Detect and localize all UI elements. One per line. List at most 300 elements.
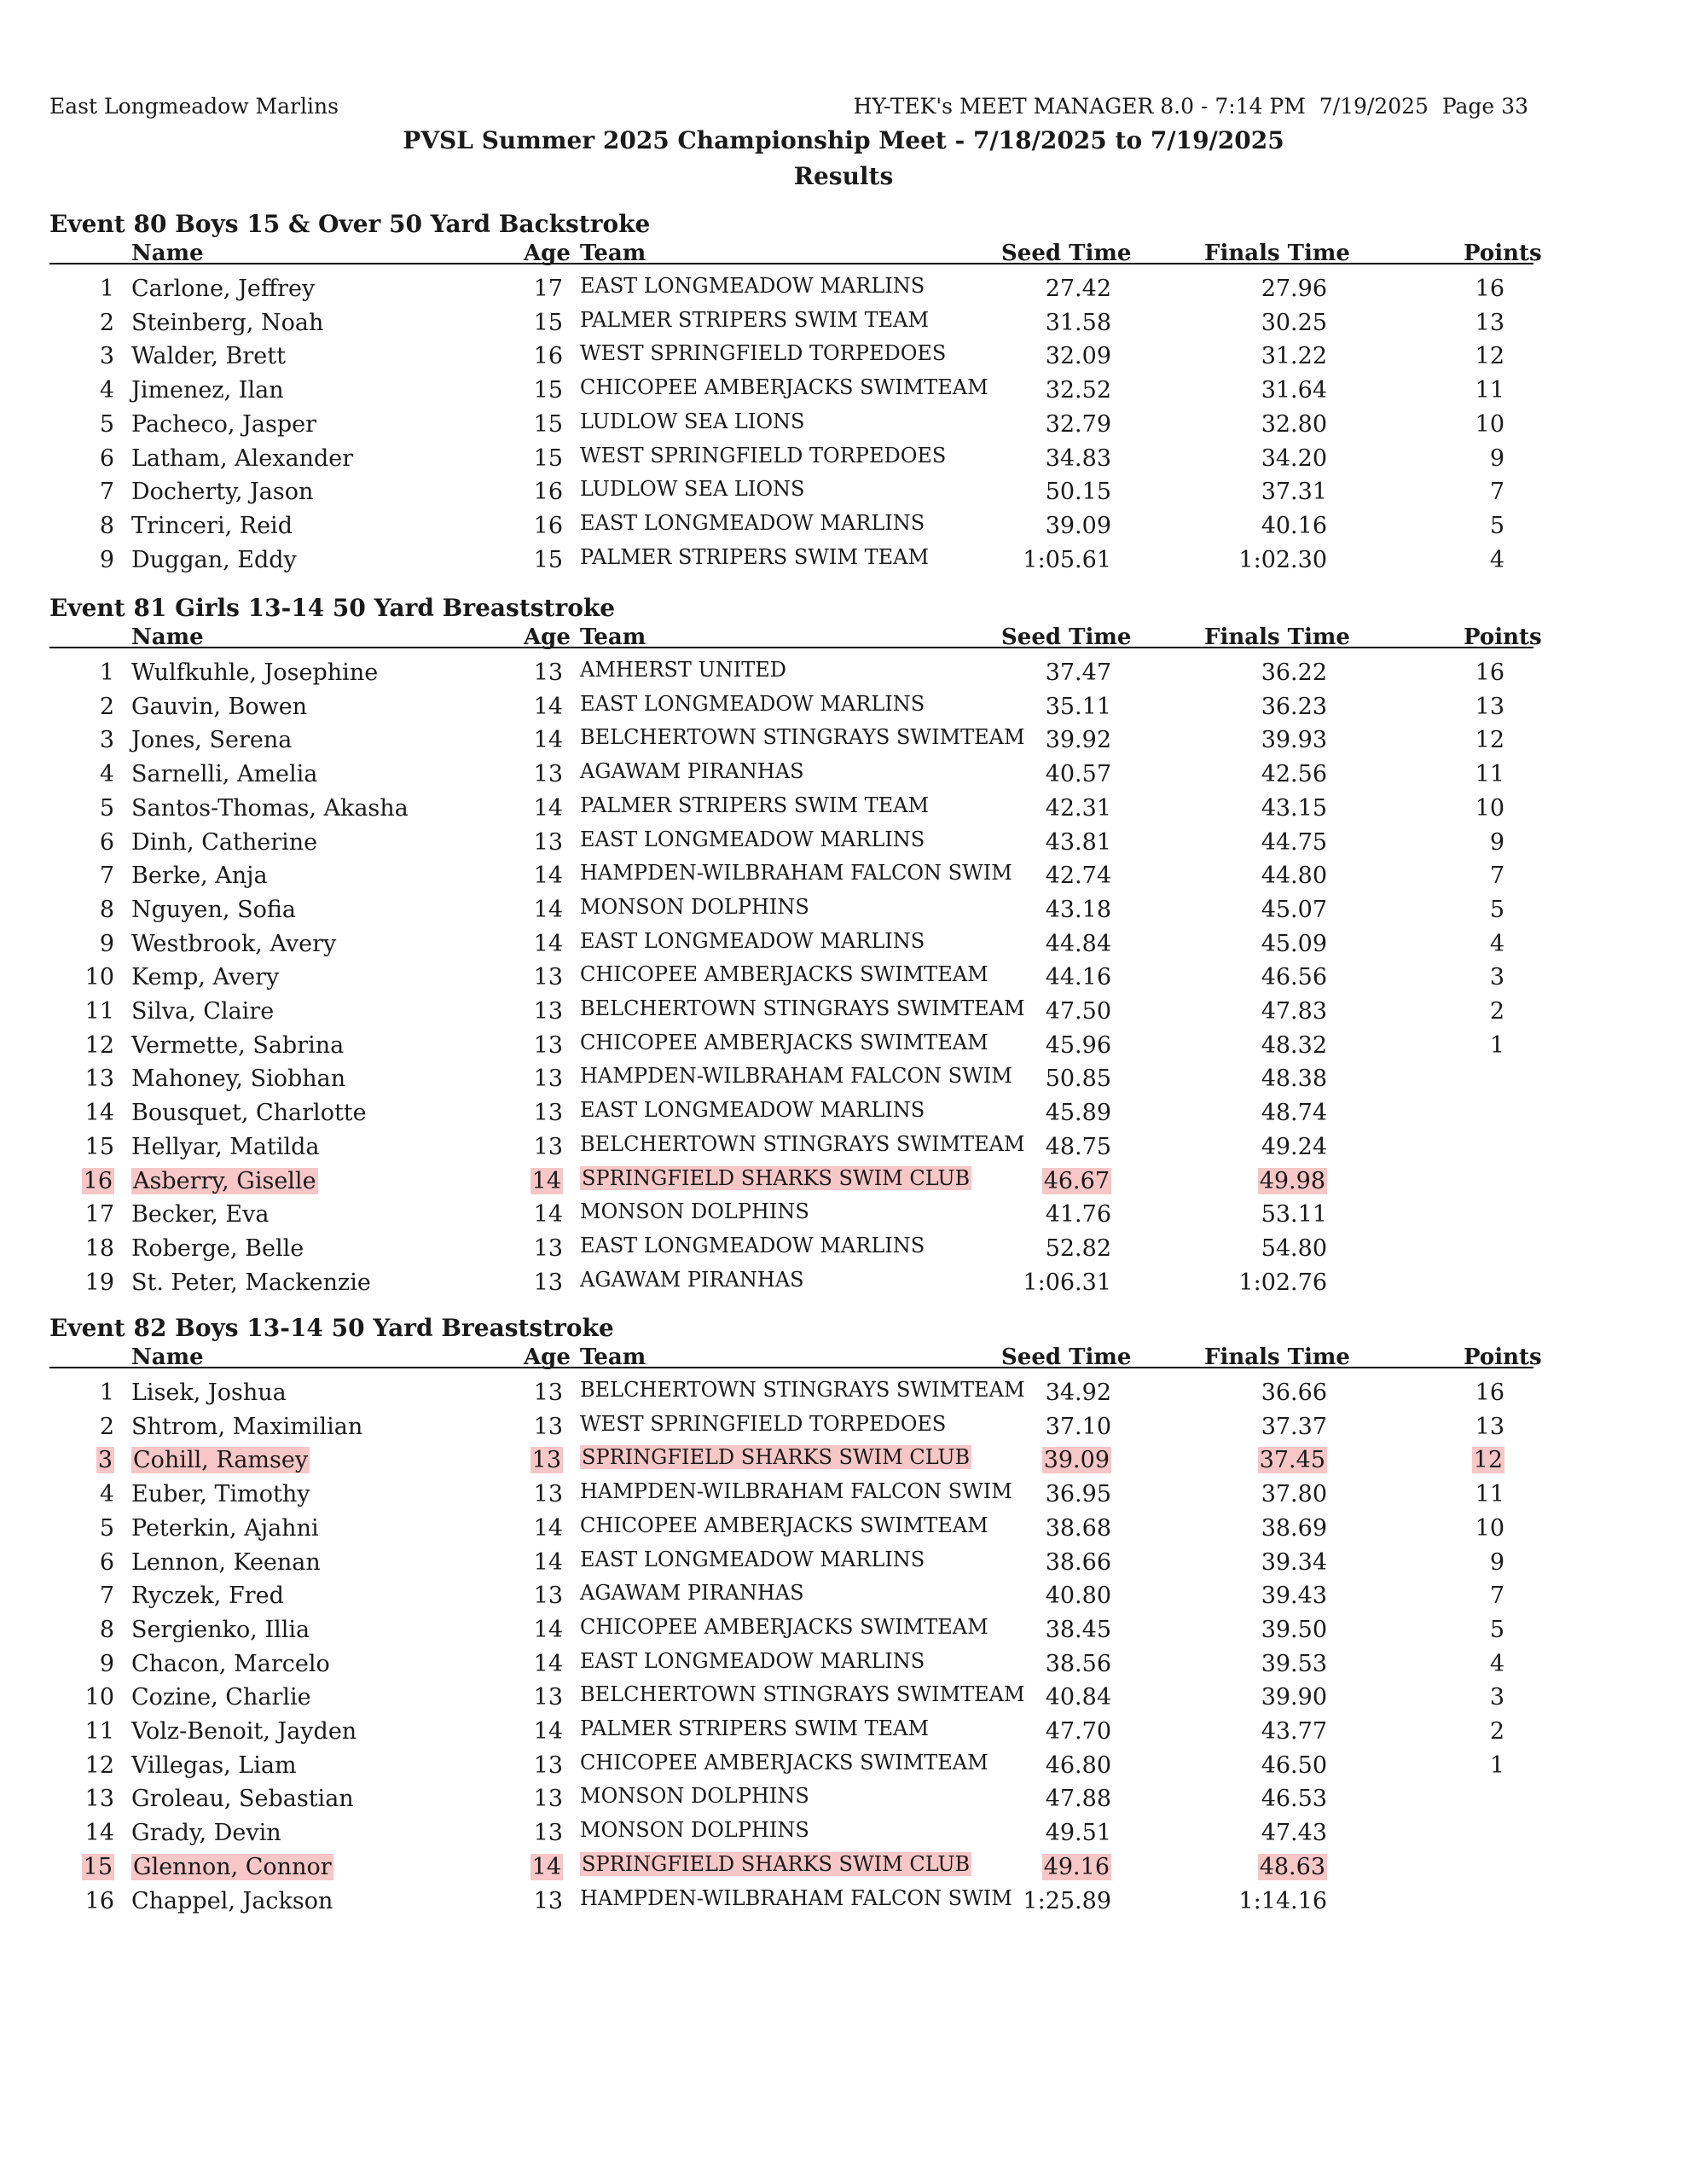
result-points: [1399, 545, 1504, 576]
result-row: [0, 545, 1687, 578]
result-team: [580, 1612, 988, 1642]
result-finals-text: 36.22: [1261, 659, 1327, 686]
result-finals: [1151, 477, 1327, 508]
column-header-name: Name: [131, 1345, 204, 1370]
result-points: [1399, 962, 1504, 993]
column-header-points: Points: [1464, 241, 1542, 266]
result-place-text: 1: [99, 276, 114, 302]
result-seed-text: 38.66: [1045, 1548, 1111, 1576]
result-place-text: 8: [99, 896, 114, 923]
result-points: [1399, 444, 1504, 474]
result-place-text: 15: [83, 1853, 113, 1880]
result-name-text: Dinh, Catherine: [131, 828, 318, 856]
header-software-info: HY-TEK's MEET MANAGER 8.0 - 7:14 PM 7/19/2025 Page 33: [853, 94, 1528, 119]
result-seed-text: 38.68: [1045, 1514, 1111, 1542]
result-place: [49, 895, 114, 926]
result-finals: [1151, 929, 1327, 960]
result-age: [486, 1378, 563, 1409]
result-team: [580, 790, 929, 821]
result-place-text: 17: [84, 1201, 114, 1228]
result-row: [0, 962, 1687, 995]
result-name-text: Latham, Alexander: [131, 444, 354, 472]
result-age-text: 14: [531, 1167, 561, 1194]
result-finals-text: 49.98: [1259, 1167, 1325, 1194]
result-points: [1399, 308, 1504, 339]
result-place: [49, 1682, 114, 1713]
result-place-text: 12: [84, 1031, 114, 1059]
column-header-points: Points: [1464, 624, 1542, 650]
result-row: [0, 1682, 1687, 1715]
result-place: [49, 1268, 114, 1298]
result-name: [131, 410, 316, 440]
result-row: [0, 861, 1687, 893]
result-team-text: MONSON DOLPHINS: [580, 1818, 809, 1843]
result-row: [0, 828, 1687, 860]
result-points: [1399, 692, 1504, 723]
result-team-text: AGAWAM PIRANHAS: [580, 1581, 804, 1606]
result-team-text: EAST LONGMEADOW MARLINS: [580, 1098, 925, 1123]
result-place: [49, 1234, 114, 1264]
result-age: [486, 477, 563, 508]
result-row: [0, 477, 1687, 509]
result-place: [49, 692, 114, 723]
result-finals: [1151, 1031, 1327, 1061]
result-place-text: 3: [99, 343, 114, 370]
result-name-text: Carlone, Jeffrey: [131, 276, 316, 302]
result-age: [486, 759, 563, 790]
result-team-text: AMHERST UNITED: [580, 658, 786, 682]
result-finals: [1151, 444, 1327, 474]
result-points-text: 7: [1489, 479, 1504, 506]
result-seed-text: 39.92: [1045, 727, 1111, 754]
result-age: [486, 996, 563, 1027]
column-header-team: Team: [580, 1345, 646, 1370]
result-points-text: 5: [1489, 896, 1504, 923]
result-age-text: 13: [533, 1887, 563, 1914]
result-seed: [938, 1412, 1111, 1443]
result-place: [49, 1852, 114, 1883]
result-name-text: Villegas, Liam: [131, 1751, 297, 1779]
result-place: [49, 725, 114, 756]
event-title: Event 80 Boys 15 & Over 50 Yard Backstroke: [49, 210, 651, 238]
result-points-text: 5: [1489, 512, 1504, 539]
result-seed-text: 36.95: [1045, 1481, 1111, 1508]
result-team-text: AGAWAM PIRANHAS: [580, 759, 804, 784]
result-points-text: 13: [1475, 1413, 1504, 1440]
result-seed-text: 50.85: [1045, 1066, 1111, 1093]
header-club: East Longmeadow Marlins: [49, 94, 339, 119]
result-name: [131, 1378, 287, 1409]
result-name-text: Mahoney, Siobhan: [131, 1066, 346, 1093]
result-finals: [1151, 1445, 1327, 1476]
result-name-text: Steinberg, Noah: [131, 309, 324, 336]
result-place: [49, 545, 114, 576]
result-name: [131, 1716, 357, 1747]
result-place-text: 14: [84, 1100, 114, 1127]
result-name-text: Bousquet, Charlotte: [131, 1100, 367, 1127]
result-team-text: CHICOPEE AMBERJACKS SWIMTEAM: [580, 1030, 988, 1054]
result-name-text: Cohill, Ramsey: [133, 1447, 309, 1474]
result-name-text: Wulfkuhle, Josephine: [131, 659, 379, 686]
result-row: [0, 511, 1687, 543]
result-row: [0, 1234, 1687, 1266]
result-finals: [1151, 410, 1327, 440]
result-team-text: BELCHERTOWN STINGRAYS SWIMTEAM: [580, 996, 1025, 1020]
result-seed: [938, 1479, 1111, 1510]
result-age-text: 15: [533, 444, 563, 472]
result-place-text: 4: [99, 377, 114, 404]
result-finals: [1151, 1548, 1327, 1578]
result-place: [49, 759, 114, 790]
result-points-text: 7: [1489, 863, 1504, 890]
result-row: [0, 692, 1687, 724]
result-age-text: 13: [533, 1684, 563, 1711]
result-age: [486, 725, 563, 756]
result-age: [486, 1234, 563, 1264]
result-place: [49, 1649, 114, 1680]
result-name-text: Duggan, Eddy: [131, 546, 297, 573]
result-row: [0, 1649, 1687, 1682]
result-age: [486, 1064, 563, 1095]
result-place: [49, 996, 114, 1027]
result-finals: [1151, 725, 1327, 756]
result-points-text: 16: [1475, 1380, 1504, 1406]
result-place-text: 5: [99, 410, 114, 438]
result-name-text: Volz-Benoit, Jayden: [131, 1718, 357, 1745]
result-place-text: 9: [99, 546, 114, 573]
result-age: [486, 1649, 563, 1680]
result-row: [0, 274, 1687, 306]
result-team: [580, 1780, 809, 1811]
result-finals: [1151, 375, 1327, 406]
result-seed-text: 39.09: [1043, 1447, 1110, 1474]
result-name: [131, 962, 279, 993]
result-age-text: 15: [533, 410, 563, 438]
result-place-text: 4: [99, 761, 114, 788]
result-age-text: 14: [533, 1650, 563, 1677]
result-points: [1399, 658, 1504, 688]
result-finals-text: 48.32: [1261, 1031, 1327, 1059]
result-points-text: 2: [1489, 1718, 1504, 1745]
result-finals: [1151, 962, 1327, 993]
result-points: [1399, 274, 1504, 305]
result-row: [0, 759, 1687, 792]
result-team: [580, 1095, 925, 1125]
result-team: [580, 542, 929, 572]
result-team: [580, 688, 925, 719]
result-age-text: 14: [533, 1514, 563, 1542]
result-name: [131, 1479, 310, 1510]
result-name: [131, 477, 313, 508]
result-team-text: WEST SPRINGFIELD TORPEDOES: [580, 1411, 947, 1436]
result-age: [486, 1852, 563, 1883]
result-team: [580, 1849, 971, 1879]
result-seed-text: 32.79: [1045, 410, 1111, 438]
result-place-text: 14: [84, 1820, 114, 1847]
results-heading: Results: [793, 162, 894, 190]
result-name-text: Cozine, Charlie: [131, 1684, 311, 1711]
result-place: [49, 410, 114, 440]
result-name: [131, 725, 292, 756]
result-points-text: 11: [1475, 761, 1504, 788]
result-place: [49, 1378, 114, 1409]
result-name: [131, 1548, 321, 1578]
result-seed: [938, 1378, 1111, 1409]
result-place-text: 3: [97, 1447, 113, 1474]
result-finals-text: 39.34: [1261, 1548, 1327, 1576]
result-name: [131, 1412, 362, 1443]
result-name-text: Groleau, Sebastian: [131, 1786, 354, 1813]
result-finals-text: 46.53: [1261, 1786, 1327, 1813]
result-age: [486, 1682, 563, 1713]
result-row: [0, 1852, 1687, 1885]
result-finals-text: 39.90: [1261, 1684, 1327, 1711]
result-name: [131, 996, 274, 1027]
result-points: [1399, 996, 1504, 1027]
result-seed: [938, 929, 1111, 960]
result-age-text: 13: [533, 1583, 563, 1610]
result-seed-text: 38.45: [1045, 1616, 1111, 1643]
result-place-text: 3: [99, 727, 114, 754]
result-age: [486, 341, 563, 372]
result-finals: [1151, 996, 1327, 1027]
result-row: [0, 1886, 1687, 1919]
result-age-text: 14: [533, 1616, 563, 1643]
result-team: [580, 1196, 809, 1227]
result-place-text: 2: [99, 693, 114, 720]
result-age-text: 14: [533, 1548, 563, 1576]
result-team: [580, 1713, 929, 1744]
result-age-text: 13: [533, 1133, 563, 1160]
result-finals-text: 48.63: [1259, 1853, 1325, 1880]
result-finals-text: 38.69: [1261, 1514, 1327, 1542]
result-finals-text: 47.83: [1261, 998, 1327, 1025]
result-name-text: Sarnelli, Amelia: [131, 761, 318, 788]
result-place: [49, 1581, 114, 1612]
result-age: [486, 1818, 563, 1849]
result-age-text: 13: [531, 1447, 561, 1474]
result-team-text: EAST LONGMEADOW MARLINS: [580, 510, 925, 535]
result-seed: [938, 1818, 1111, 1849]
result-age-text: 13: [533, 1234, 563, 1262]
result-points: [1399, 725, 1504, 756]
result-seed-text: 27.42: [1045, 276, 1111, 302]
result-row: [0, 1615, 1687, 1647]
result-finals-text: 42.56: [1261, 761, 1327, 788]
result-age: [486, 1716, 563, 1747]
result-team-text: WEST SPRINGFIELD TORPEDOES: [580, 443, 947, 468]
result-seed: [938, 793, 1111, 824]
result-place-text: 11: [84, 998, 114, 1025]
result-seed-text: 40.80: [1045, 1583, 1111, 1610]
result-team-text: PALMER STRIPERS SWIM TEAM: [580, 544, 930, 569]
result-seed-text: 45.89: [1045, 1100, 1111, 1127]
result-points-text: 9: [1489, 444, 1504, 472]
result-seed: [938, 341, 1111, 372]
result-points: [1399, 861, 1504, 892]
result-seed-text: 44.84: [1045, 930, 1111, 957]
result-age-text: 13: [533, 1413, 563, 1440]
result-seed-text: 35.11: [1045, 693, 1111, 720]
result-row: [0, 1268, 1687, 1300]
result-row: [0, 341, 1687, 374]
result-points-text: 4: [1489, 930, 1504, 957]
result-points: [1399, 1615, 1504, 1646]
result-finals: [1151, 1852, 1327, 1883]
result-seed: [938, 725, 1111, 756]
result-points: [1399, 828, 1504, 858]
result-place: [49, 861, 114, 892]
result-place-text: 5: [99, 794, 114, 822]
result-finals-text: 1:02.76: [1238, 1269, 1327, 1296]
result-seed: [938, 828, 1111, 858]
result-place: [49, 1031, 114, 1061]
result-age: [486, 1445, 563, 1476]
result-team-text: WEST SPRINGFIELD TORPEDOES: [580, 341, 947, 366]
result-place-text: 5: [99, 1514, 114, 1542]
result-place: [49, 1199, 114, 1230]
result-place: [49, 962, 114, 993]
result-finals: [1151, 1649, 1327, 1680]
column-header-age: Age: [524, 624, 571, 650]
column-header-finals: Finals Time: [1204, 1345, 1350, 1370]
result-age-text: 16: [533, 479, 563, 506]
result-row: [0, 1548, 1687, 1580]
result-points: [1399, 511, 1504, 542]
result-seed: [938, 692, 1111, 723]
result-team: [580, 1027, 988, 1058]
result-seed: [938, 1166, 1111, 1197]
result-finals-text: 46.50: [1261, 1751, 1327, 1779]
result-finals: [1151, 1751, 1327, 1781]
result-place: [49, 793, 114, 824]
result-points-text: 5: [1489, 1616, 1504, 1643]
result-team: [580, 508, 925, 538]
result-points-text: 13: [1475, 309, 1504, 336]
result-points-text: 12: [1475, 727, 1504, 754]
result-seed: [938, 962, 1111, 993]
result-place-text: 19: [84, 1269, 114, 1296]
result-finals: [1151, 1064, 1327, 1095]
result-place: [49, 1513, 114, 1544]
result-points: [1399, 929, 1504, 960]
result-points: [1399, 793, 1504, 824]
result-name-text: Lisek, Joshua: [131, 1380, 287, 1406]
event-title: Event 82 Boys 13-14 50 Yard Breaststroke: [49, 1314, 614, 1342]
result-place-text: 10: [84, 1684, 114, 1711]
result-seed: [938, 511, 1111, 542]
result-team: [580, 440, 946, 471]
result-place-text: 1: [99, 659, 114, 686]
result-finals-text: 36.66: [1261, 1380, 1327, 1406]
result-team-text: CHICOPEE AMBERJACKS SWIMTEAM: [580, 1513, 988, 1537]
result-row: [0, 1581, 1687, 1613]
result-place: [49, 308, 114, 339]
result-name-text: St. Peter, Mackenzie: [131, 1269, 371, 1296]
result-age-text: 14: [531, 1853, 561, 1880]
result-seed: [938, 1784, 1111, 1815]
result-seed: [938, 1098, 1111, 1129]
result-name: [131, 692, 307, 723]
result-team-text: MONSON DOLPHINS: [580, 1784, 809, 1809]
result-place-text: 16: [84, 1887, 114, 1914]
result-team: [580, 1163, 971, 1194]
result-points-text: 1: [1489, 1031, 1504, 1059]
result-finals-text: 37.80: [1261, 1481, 1327, 1508]
result-seed: [938, 1852, 1111, 1883]
result-team-text: LUDLOW SEA LIONS: [580, 477, 805, 502]
result-finals: [1151, 1784, 1327, 1815]
result-points: [1399, 1716, 1504, 1747]
result-team: [580, 1442, 971, 1472]
result-age-text: 13: [533, 964, 563, 991]
result-seed-text: 44.16: [1045, 964, 1111, 991]
result-age: [486, 1132, 563, 1163]
result-name-text: Jimenez, Ilan: [131, 377, 284, 404]
result-place-text: 8: [99, 1616, 114, 1643]
result-place-text: 9: [99, 1650, 114, 1677]
result-points-text: 3: [1489, 964, 1504, 991]
result-place-text: 16: [83, 1167, 113, 1194]
result-row: [0, 410, 1687, 442]
result-team-text: HAMPDEN-WILBRAHAM FALCON SWIM: [580, 1885, 1012, 1910]
result-seed-text: 47.50: [1045, 998, 1111, 1025]
result-name: [131, 274, 315, 305]
result-seed: [938, 444, 1111, 474]
result-seed: [938, 895, 1111, 926]
result-age: [486, 658, 563, 688]
result-points-text: 10: [1475, 794, 1504, 822]
result-seed-text: 1:05.61: [1023, 546, 1111, 573]
result-name-text: Hellyar, Matilda: [131, 1133, 320, 1160]
result-seed: [938, 308, 1111, 339]
result-age-text: 13: [533, 1100, 563, 1127]
result-name-text: Walder, Brett: [131, 343, 286, 370]
result-finals-text: 1:02.30: [1238, 546, 1327, 573]
result-age-text: 13: [533, 761, 563, 788]
result-place: [49, 274, 114, 305]
result-finals: [1151, 1098, 1327, 1129]
result-age: [486, 1166, 563, 1197]
result-seed: [938, 1199, 1111, 1230]
result-seed: [938, 996, 1111, 1027]
result-finals-text: 31.64: [1261, 377, 1327, 404]
result-seed-text: 31.58: [1045, 309, 1111, 336]
result-seed: [938, 1649, 1111, 1680]
result-points-text: 3: [1489, 1684, 1504, 1711]
result-finals-text: 44.80: [1261, 863, 1327, 890]
result-team: [580, 1577, 804, 1608]
result-team-text: LUDLOW SEA LIONS: [580, 409, 805, 433]
result-name: [131, 1098, 367, 1129]
result-finals: [1151, 1581, 1327, 1612]
result-name: [131, 1166, 318, 1197]
result-row: [0, 1513, 1687, 1546]
result-name-text: Jones, Serena: [131, 727, 293, 754]
result-seed-text: 49.16: [1043, 1853, 1110, 1880]
result-seed: [938, 1268, 1111, 1298]
result-seed: [938, 1064, 1111, 1095]
result-row: [0, 1479, 1687, 1512]
result-place-text: 2: [99, 1413, 114, 1440]
result-finals-text: 32.80: [1261, 410, 1327, 438]
column-header-finals: Finals Time: [1204, 241, 1350, 266]
result-place-text: 7: [99, 479, 114, 506]
result-team-text: EAST LONGMEADOW MARLINS: [580, 274, 925, 298]
result-age: [486, 1751, 563, 1781]
result-name: [131, 1445, 310, 1476]
result-place-text: 15: [84, 1133, 114, 1160]
